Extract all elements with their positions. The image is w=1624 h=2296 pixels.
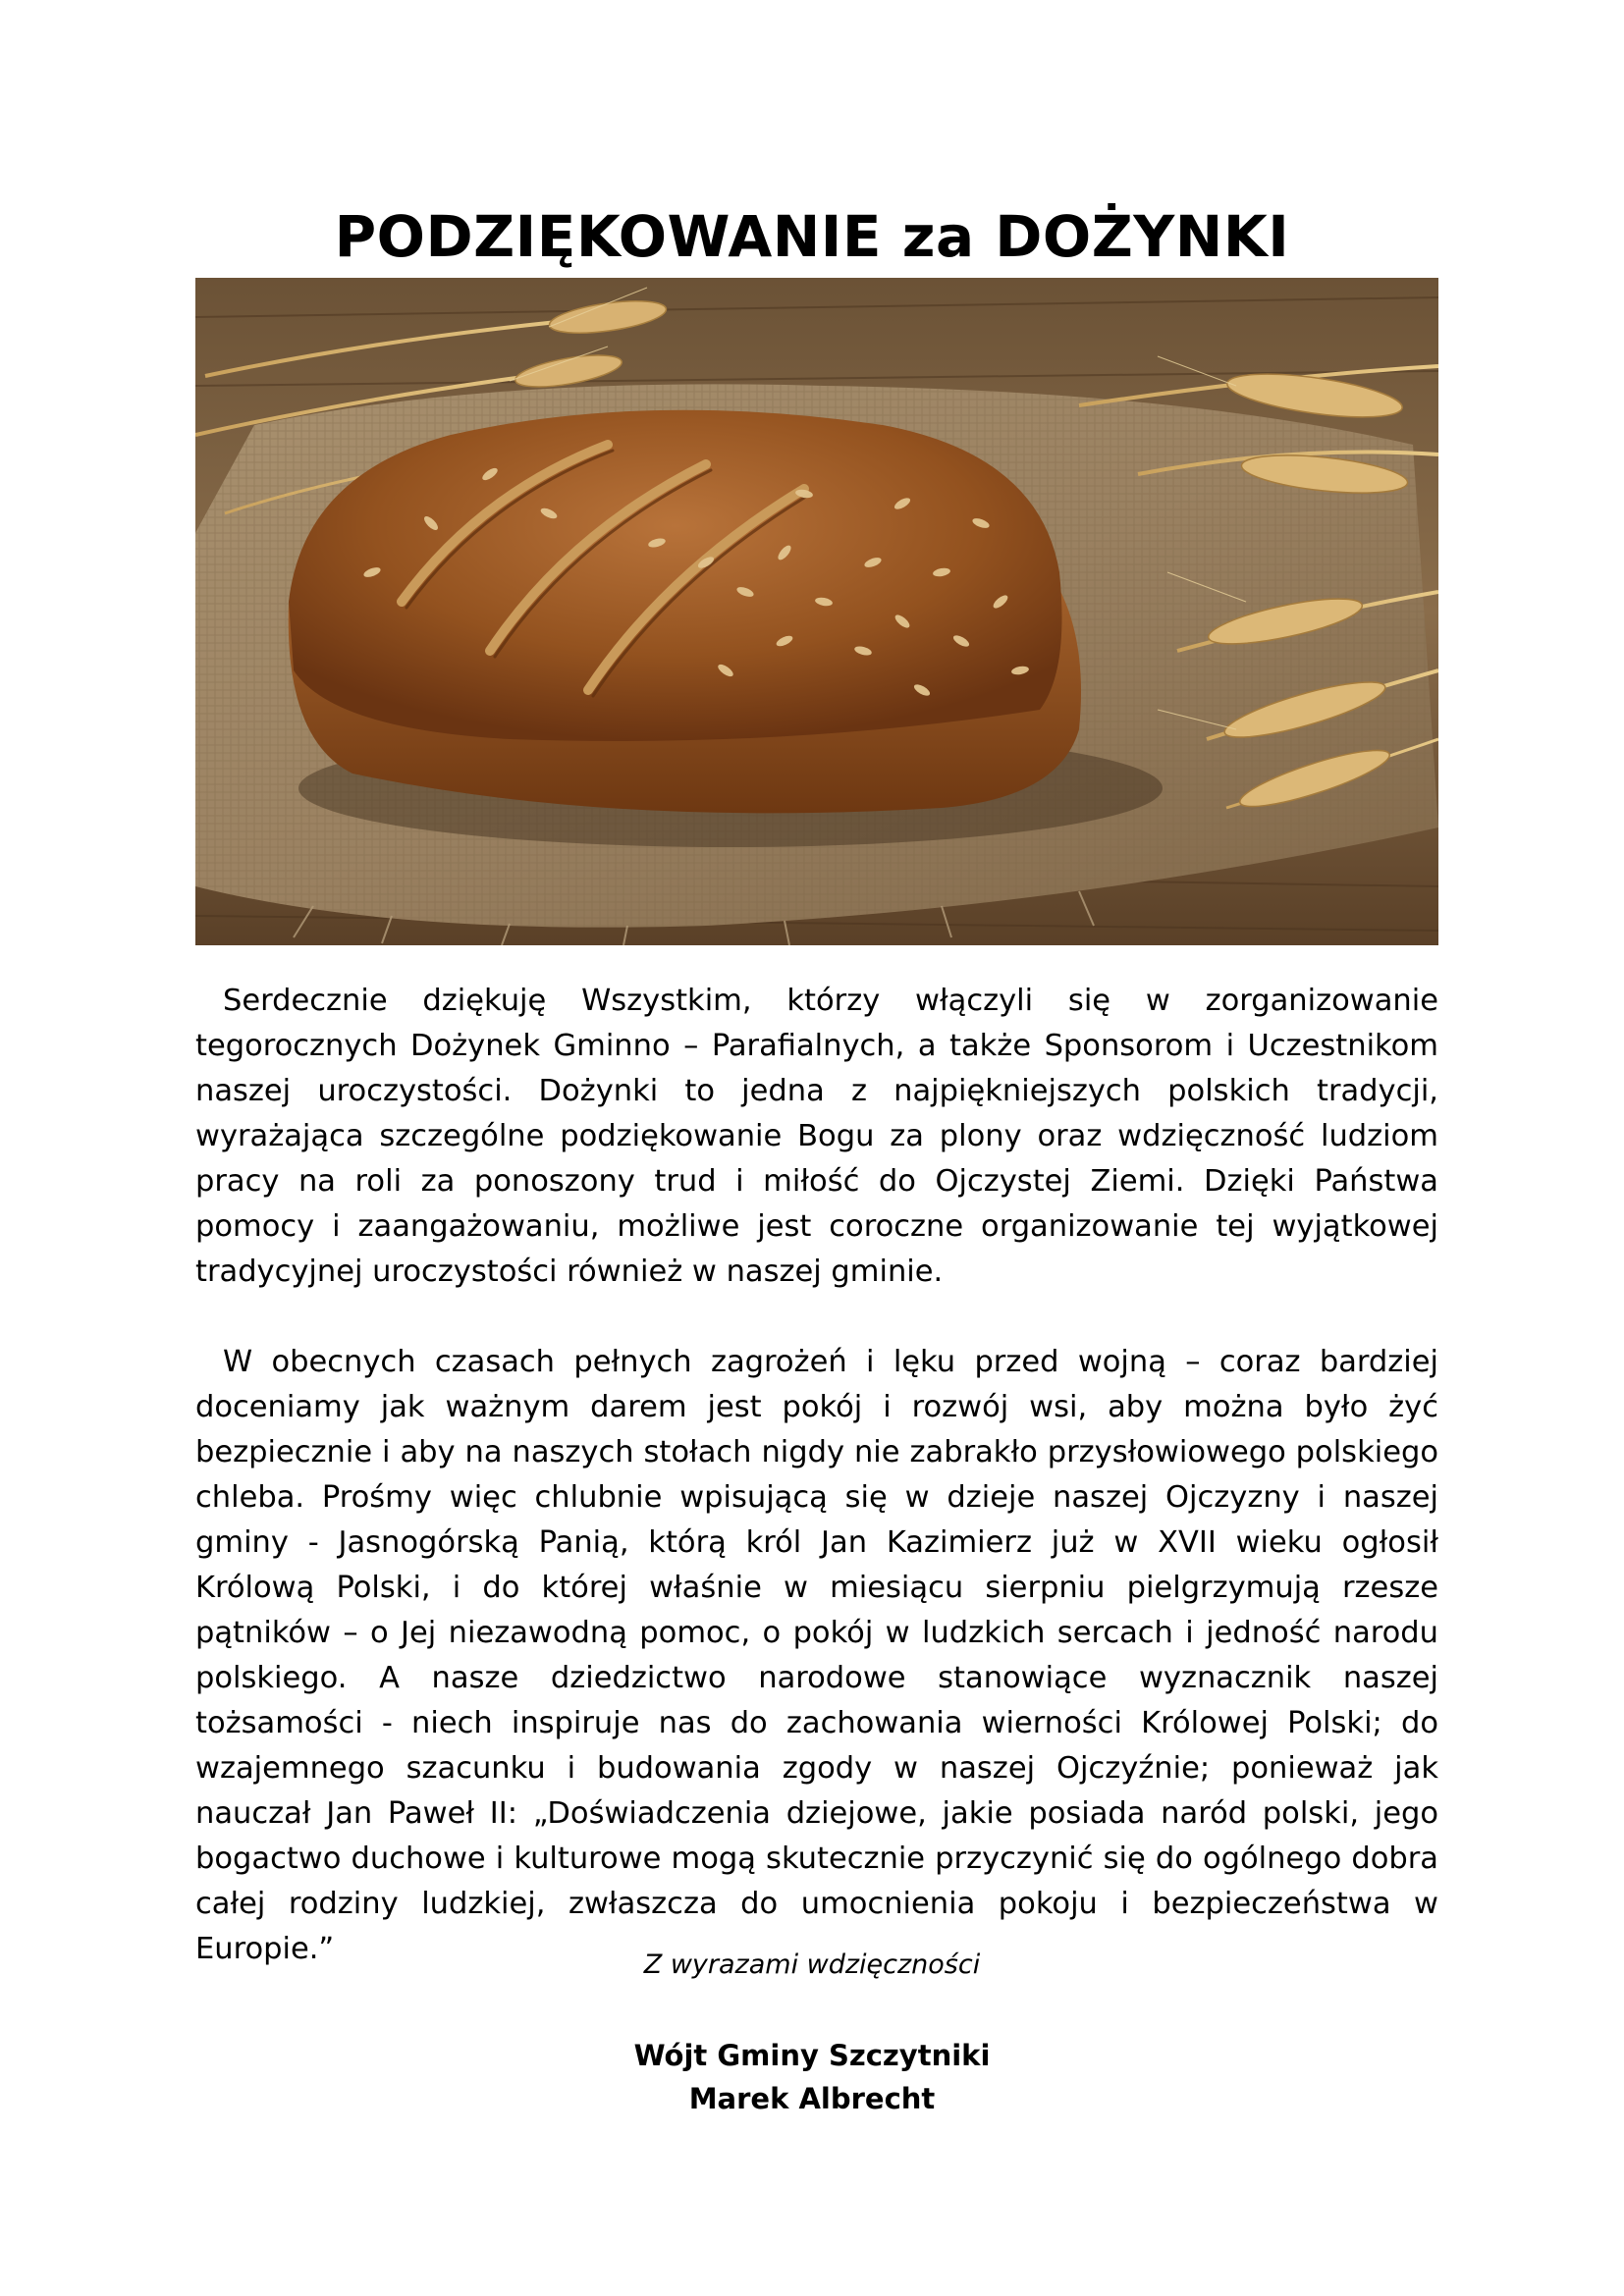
letter-paragraph-1: Serdecznie dziękuję Wszystkim, którzy włączyli się w zorganizowanie tegorocznych Dożynek Gminno – Parafialnych, a także Sponsorom i Uczestnikom naszej uroczystości. Dożynki to jedna z najpiękniejszych polskich tradycji, wyrażająca szczególne podziękowanie Bogu za plony oraz wdzięczność ludziom pracy na roli za ponoszony trud i miłość do Ojczystej Ziemi. Dzięki Państwa pomocy i zaangażowaniu, możliwe jest coroczne organizowanie tej wyjątkowej tradycyjnej uroczystości również w naszej gminie. (195, 984, 1438, 1289)
document-title: PODZIĘKOWANIE za DOŻYNKI (334, 203, 1290, 270)
signature-name: Marek Albrecht (688, 2082, 936, 2115)
signature-block (0, 2034, 1624, 2120)
bread-loaf-wheat-photo (195, 278, 1438, 945)
closing-phrase: Z wyrazami wdzięczności (643, 1949, 981, 1980)
signature-role: Wójt Gminy Szczytniki (633, 2039, 991, 2072)
letter-body (195, 979, 1438, 2017)
letter-paragraph-2: W obecnych czasach pełnych zagrożeń i lęku przed wojną – coraz bardziej doceniamy jak ważnym darem jest pokój i rozwój wsi, aby można było żyć bezpiecznie i aby na naszych stołach nigdy nie zabrakło przysłowiowego polskiego chleba. Prośmy więc chlubnie wpisującą się w dzieje naszej Ojczyzny i naszej gminy - Jasnogórską Panią, którą król Jan Kazimierz już w XVII wieku ogłosił Królową Polski, i do której właśnie w miesiącu sierpniu pielgrzymują rzesze pątników – o Jej niezawodną pomoc, o pokój w ludzkich sercach i jedność narodu polskiego. A nasze dziedzictwo narodowe stanowiące wyznacznik naszej tożsamości - niech inspiruje nas do zachowania wierności Królowej Polski; do wzajemnego szacunku i budowania zgody w naszej Ojczyźnie; ponieważ jak nauczał Jan Paweł II: „Doświadczenia dziejowe, jakie posiada naród polski, jego bogactwo duchowe i kulturowe mogą skutecznie przyczynić się do ogólnego dobra całej rodziny ludzkiej, zwłaszcza do umocnienia pokoju i bezpieczeństwa w Europie.” (195, 1345, 1438, 1966)
